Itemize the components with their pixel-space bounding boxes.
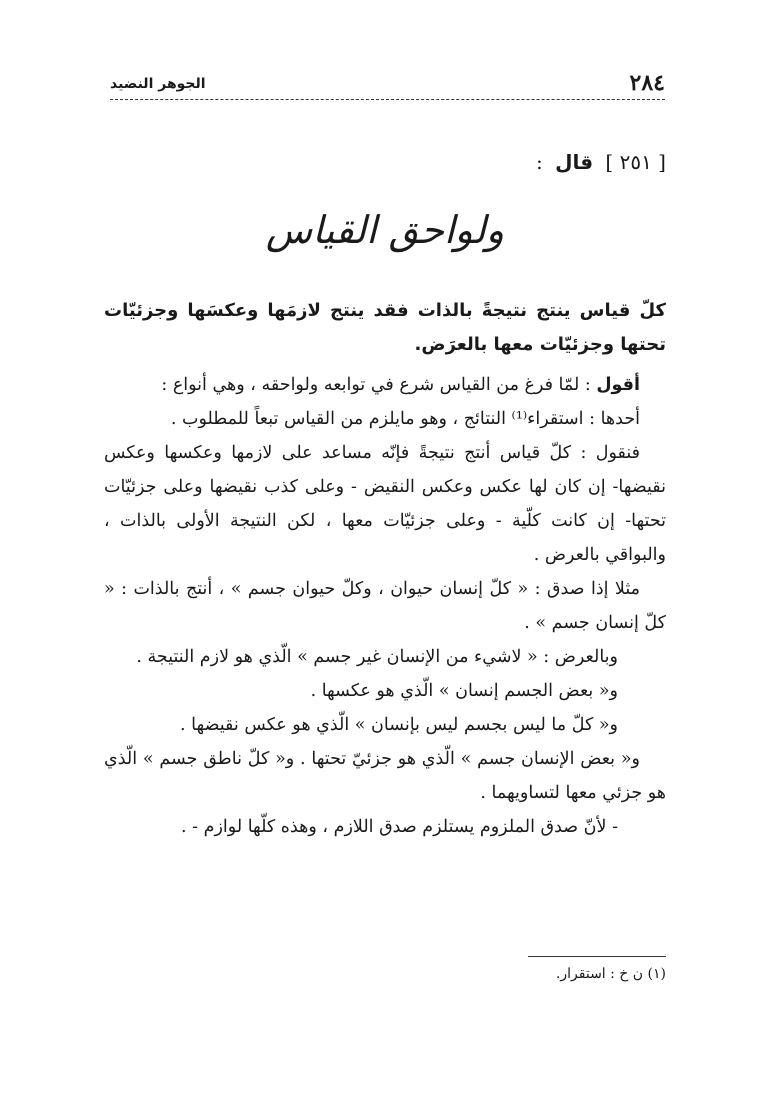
paragraph-7: و« كلّ ما ليس بجسم ليس بإنسان » الّذي هو عكس نقيضها . xyxy=(180,715,618,735)
paragraph-5: وبالعرض : « لاشيء من الإنسان غير جسم » الّذي هو لازم النتيجة . xyxy=(136,647,618,667)
book-title: الجوهر النضيد xyxy=(110,76,206,92)
section-colon: : xyxy=(535,150,543,174)
footnote-divider xyxy=(528,956,666,957)
paragraph-1 xyxy=(104,368,666,402)
paragraph-1-keyword: أقول xyxy=(596,375,640,395)
section-heading xyxy=(536,150,666,174)
paragraph-6: و« بعض الجسم إنسان » الّذي هو عكسها . xyxy=(310,681,618,701)
main-text xyxy=(104,294,666,844)
paragraph-4: مثلا إذا صدق : « كلّ إنسان حيوان ، وكلّ حيوان جسم » ، أنتج بالذات : « كلّ إنسان جسم » . xyxy=(104,579,666,633)
lead-statement: كلّ قياس ينتج نتيجةً بالذات فقد ينتج لازمَها وعكسَها وجزئيّات تحتها وجزئيّات معها بالعرَض. xyxy=(104,300,666,355)
header-divider xyxy=(110,99,665,100)
section-number: [ ٢٥١ ] xyxy=(605,150,666,174)
paragraph-2: أحدها : استقراء⁽¹⁾ النتائج ، وهو مايلزم من القياس تبعاً للمطلوب . xyxy=(170,409,640,429)
section-said-label: قال xyxy=(555,150,594,174)
running-header xyxy=(110,70,665,96)
footnote: (١) ن خ : استقرار. xyxy=(555,966,666,982)
paragraph-9: - لأنّ صدق الملزوم يستلزم صدق اللازم ، وهذه كلّها لوازم - . xyxy=(181,817,618,837)
chapter-title: ولواحق القياس xyxy=(265,208,505,252)
paragraph-3: فنقول : كلّ قياس أنتج نتيجةً فإنّه مساعد على لازمها وعكسها وعكس نقيضها- إن كان لها عكس وعكس النقيض - وعلى كذب نقيضها وعلى جزئيّات تحتها- إن كانت كلّية - وعلى جزئيّات معها ، لكن النتيجة الأولى بالذات ، والبواقي بالعرض . xyxy=(104,443,666,565)
paragraph-8: و« بعض الإنسان جسم » الّذي هو جزئيّ تحتها . و« كلّ ناطق جسم » الّذي هو جزئي معها لتساويهما . xyxy=(104,749,666,803)
page-number: ٢٨٤ xyxy=(629,70,665,96)
paragraph-1-text: : لمّا فرغ من القياس شرع في توابعه ولواحقه ، وهي أنواع : xyxy=(161,375,591,395)
